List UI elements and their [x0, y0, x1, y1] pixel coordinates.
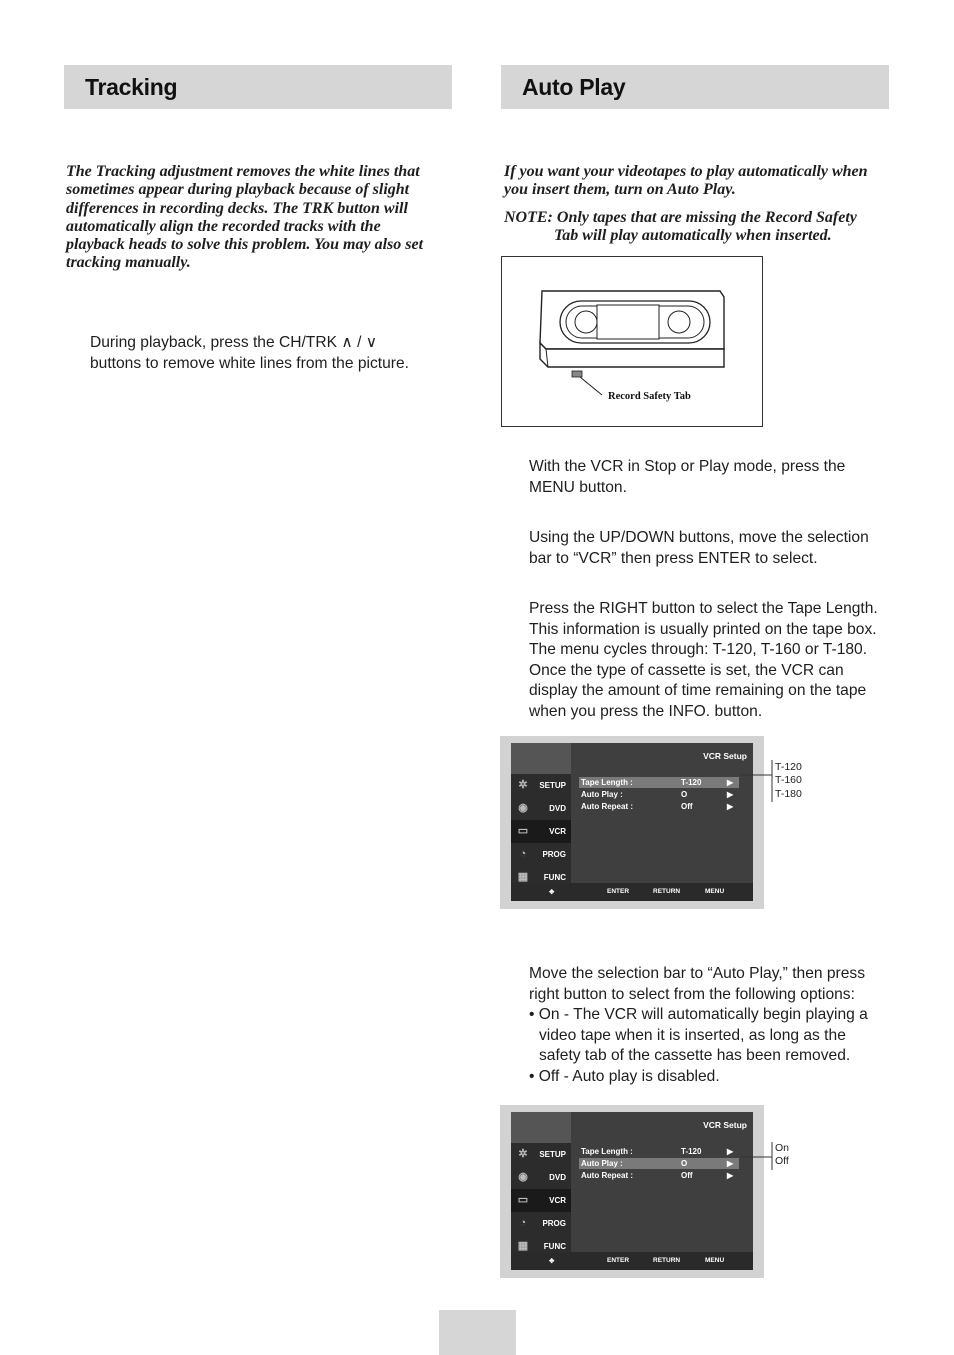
vcr-setup-menu-tape-length [500, 736, 764, 909]
right-arrow-icon: ▶ [727, 1171, 734, 1180]
gear-icon: ✲ [518, 779, 528, 791]
cassette-illustration [501, 256, 763, 427]
return-hint: RETURN [653, 888, 681, 895]
step-line: With the VCR in Stop or Play mode, press the [529, 458, 846, 475]
tracking-intro-line: sometimes appear during playback because of slight [66, 181, 410, 199]
dpad-icon: ✥ [549, 889, 555, 896]
menu-row-auto-repeat[interactable] [579, 1170, 739, 1181]
tape-length-options [775, 761, 802, 801]
option-label: T-120 [775, 761, 802, 773]
tracking-step-line: During playback, press the CH/TRK ∧ / ∨ [90, 334, 378, 351]
step-line: Move the selection bar to “Auto Play,” then press [529, 965, 866, 982]
enter-hint: ENTER [607, 888, 630, 895]
tracking-step [90, 333, 450, 374]
tracking-intro-line: playback heads to solve this problem. You may also set [66, 236, 424, 254]
menu-hint: MENU [705, 1257, 725, 1264]
menu-side-vcr[interactable] [511, 820, 571, 843]
menu-bottom-bar [511, 1252, 753, 1270]
function-icon: ▦ [517, 871, 529, 883]
autoplay-header [501, 65, 889, 109]
option-label: On [775, 1142, 790, 1154]
step-line: The menu cycles through: T-120, T-160 or T-180. [529, 641, 868, 659]
clock-icon: ◔ [519, 848, 527, 860]
bullet-on: • On - The VCR will automatically begin playing a [529, 1006, 868, 1024]
row-value: Off [681, 1171, 693, 1180]
side-label: SETUP [539, 781, 566, 790]
step-line: Using the UP/DOWN buttons, move the selection [529, 529, 869, 546]
return-hint: RETURN [653, 1257, 681, 1264]
gear-icon: ✲ [518, 1148, 528, 1160]
side-label: FUNC [543, 1242, 566, 1251]
bullet-on-cont: video tape when it is inserted, as long as the [539, 1026, 846, 1044]
function-icon: ▦ [517, 1240, 529, 1252]
side-label: VCR [549, 1196, 566, 1205]
side-label: FUNC [543, 873, 566, 882]
cassette-drawing [502, 257, 762, 426]
autoplay-note [504, 209, 894, 246]
right-arrow-icon: ▶ [727, 790, 734, 799]
autoplay-note-line: Tab will play automatically when inserted. [554, 227, 832, 245]
menu-side-setup[interactable] [511, 1143, 571, 1166]
autoplay-options-connector [740, 1140, 780, 1172]
row-value: O [681, 1159, 688, 1168]
option-label: T-160 [775, 774, 802, 787]
option-label: T-180 [775, 787, 802, 800]
menu-sidebar [511, 1143, 571, 1252]
row-value: T-120 [681, 778, 702, 787]
autoplay-step1 [529, 457, 889, 498]
step-line: Once the type of cassette is set, the VCR can [529, 661, 844, 679]
row-value: Off [681, 802, 693, 811]
tape-options-connector [740, 758, 780, 804]
vcr-setup-menu-auto-play [500, 1105, 764, 1278]
side-label: SETUP [539, 1150, 566, 1159]
menu-side-dvd[interactable] [511, 1166, 571, 1189]
bullet-on-cont: safety tab of the cassette has been removed. [539, 1047, 851, 1065]
menu-hint: MENU [705, 888, 725, 895]
option-label: Off [775, 1155, 789, 1168]
menu-row-tape-length[interactable] [579, 777, 739, 788]
row-value: T-120 [681, 1147, 702, 1156]
autoplay-intro [504, 163, 894, 200]
tracking-intro-line: tracking manually. [66, 254, 191, 272]
autoplay-options [775, 1142, 789, 1169]
menu-top-bar [511, 1112, 571, 1143]
disc-icon: ◉ [518, 802, 528, 814]
menu-row-tape-length[interactable] [579, 1146, 739, 1157]
right-arrow-icon: ▶ [727, 1159, 734, 1168]
tracking-header [64, 65, 452, 109]
side-label: PROG [542, 1219, 566, 1228]
menu-side-setup[interactable] [511, 774, 571, 797]
side-label: DVD [549, 1173, 566, 1182]
disc-icon: ◉ [518, 1171, 528, 1183]
row-label: Tape Length : [581, 1147, 633, 1156]
menu-row-auto-repeat[interactable] [579, 801, 739, 812]
menu-top-bar [511, 743, 571, 774]
autoplay-intro-line: If you want your videotapes to play automatically when [504, 163, 868, 180]
menu-side-prog[interactable] [511, 1212, 571, 1235]
enter-hint: ENTER [607, 1257, 630, 1264]
right-arrow-icon: ▶ [727, 802, 734, 811]
side-label: DVD [549, 804, 566, 813]
step-line: display the amount of time remaining on the tape [529, 682, 867, 700]
step-line: right button to select from the following options: [529, 985, 855, 1003]
autoplay-step4 [529, 964, 909, 1088]
step-line: bar to “VCR” then press ENTER to select. [529, 549, 818, 567]
tracking-title: Tracking [85, 74, 178, 100]
row-label: Auto Repeat : [581, 1171, 633, 1180]
tape-icon: ▭ [517, 1194, 529, 1206]
menu-screen [511, 1112, 753, 1270]
row-label: Tape Length : [581, 778, 633, 787]
page-number-box [439, 1310, 516, 1355]
menu-screen [511, 743, 753, 901]
row-label: Auto Repeat : [581, 802, 633, 811]
autoplay-step2 [529, 528, 909, 569]
menu-row-auto-play[interactable] [579, 1158, 739, 1169]
row-value: O [681, 790, 688, 799]
tracking-step-line: buttons to remove white lines from the picture. [90, 354, 409, 372]
menu-title: VCR Setup [703, 1120, 747, 1130]
right-arrow-icon: ▶ [727, 1147, 734, 1156]
menu-row-auto-play[interactable] [579, 789, 739, 800]
menu-side-prog[interactable] [511, 843, 571, 866]
row-label: Auto Play : [581, 1159, 623, 1168]
right-arrow-icon: ▶ [727, 778, 734, 787]
tracking-intro [66, 163, 456, 273]
menu-side-vcr[interactable] [511, 1189, 571, 1212]
autoplay-step3 [529, 599, 929, 723]
bullet-off: • Off - Auto play is disabled. [529, 1067, 720, 1085]
tracking-intro-line: The Tracking adjustment removes the white lines that [66, 163, 420, 180]
menu-bottom-bar [511, 883, 753, 901]
autoplay-title: Auto Play [522, 74, 626, 100]
step-line: when you press the INFO. button. [529, 702, 763, 720]
step-line: Press the RIGHT button to select the Tape Length. [529, 600, 878, 617]
tape-icon: ▭ [517, 825, 529, 837]
tracking-intro-line: differences in recording decks. The TRK button will [66, 199, 408, 217]
cassette-label: Record Safety Tab [608, 391, 691, 402]
side-label: VCR [549, 827, 566, 836]
dpad-icon: ✥ [549, 1258, 555, 1265]
tracking-intro-line: automatically align the recorded tracks with the [66, 217, 381, 235]
menu-side-dvd[interactable] [511, 797, 571, 820]
menu-title: VCR Setup [703, 751, 747, 761]
menu-sidebar [511, 774, 571, 883]
autoplay-intro-line: you insert them, turn on Auto Play. [504, 181, 736, 199]
side-label: PROG [542, 850, 566, 859]
step-line: MENU button. [529, 478, 627, 496]
step-line: This information is usually printed on the tape box. [529, 620, 877, 638]
row-label: Auto Play : [581, 790, 623, 799]
autoplay-note-line: NOTE: Only tapes that are missing the Record Safety [504, 209, 857, 226]
clock-icon: ◔ [519, 1217, 527, 1229]
